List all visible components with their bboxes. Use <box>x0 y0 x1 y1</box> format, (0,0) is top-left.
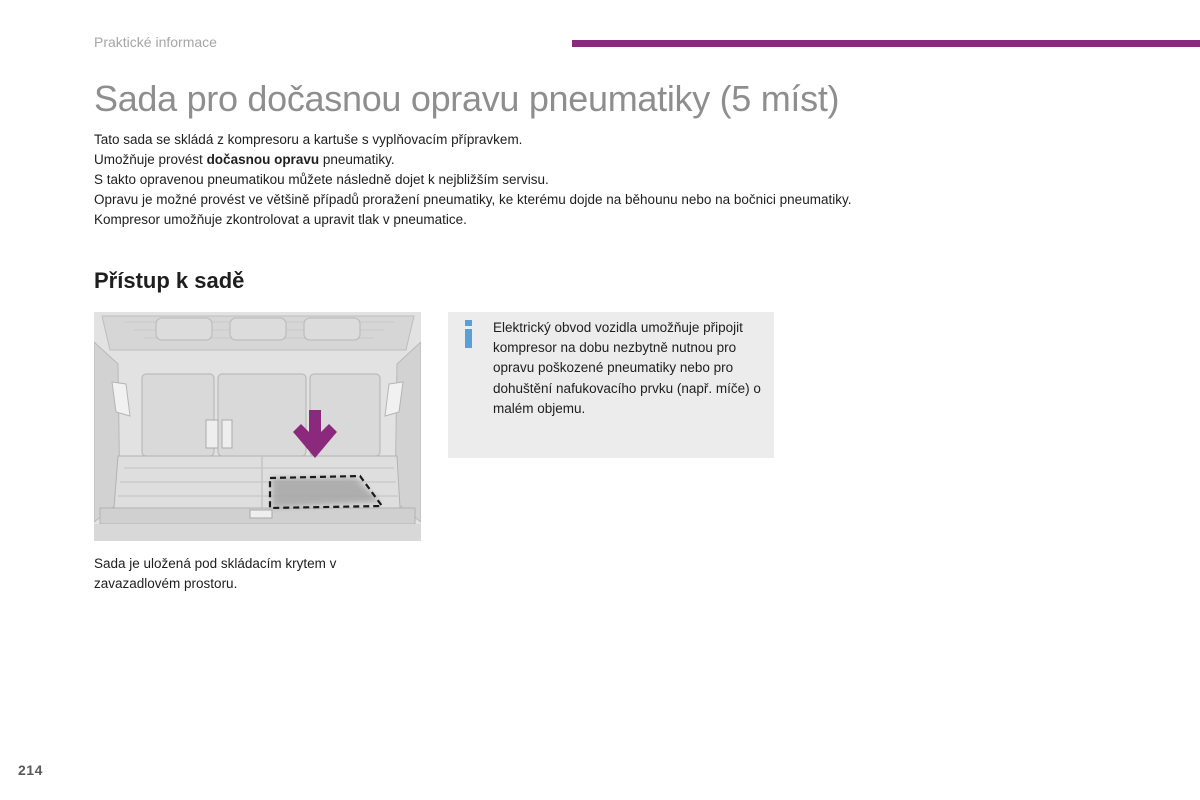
intro-line: S takto opravenou pneumatikou můžete následně dojet k nejbližším servisu. <box>94 172 549 187</box>
intro-line-text: pneumatiky. <box>319 152 395 167</box>
illustration-caption: Sada je uložená pod skládacím krytem v zavazadlovém prostoru. <box>94 556 337 591</box>
page-title: Sada pro dočasnou opravu pneumatiky (5 míst) <box>94 78 840 119</box>
intro-line <box>94 150 1094 170</box>
intro-line-text: Umožňuje provést <box>94 152 207 167</box>
intro-emphasis: dočasnou opravu <box>206 152 320 167</box>
page-number: 214 <box>18 762 43 778</box>
info-icon <box>462 320 474 348</box>
section-heading: Přístup k sadě <box>94 268 245 293</box>
trunk-illustration-icon <box>94 312 421 541</box>
intro-line: Opravu je možné provést ve většině případů proražení pneumatiky, ke kterému dojde na běhounu nebo na bočnici pneumatiky. <box>94 192 852 207</box>
header-accent-bar <box>572 40 1200 47</box>
intro-line: Kompresor umožňuje zkontrolovat a upravit tlak v pneumatice. <box>94 212 467 227</box>
section-label: Praktické informace <box>94 34 217 50</box>
intro-line: Tato sada se skládá z kompresoru a kartuše s vyplňovacím přípravkem. <box>94 132 523 147</box>
trunk-illustration <box>94 312 421 541</box>
info-note <box>448 312 774 458</box>
intro-text <box>94 130 1094 230</box>
info-note-text: Elektrický obvod vozidla umožňuje připojit kompresor na dobu nezbytně nutnou pro opravu poškozené pneumatiky nebo pro dohuštění nafukovacího prvku (např. míče) o malém objemu. <box>493 320 761 416</box>
